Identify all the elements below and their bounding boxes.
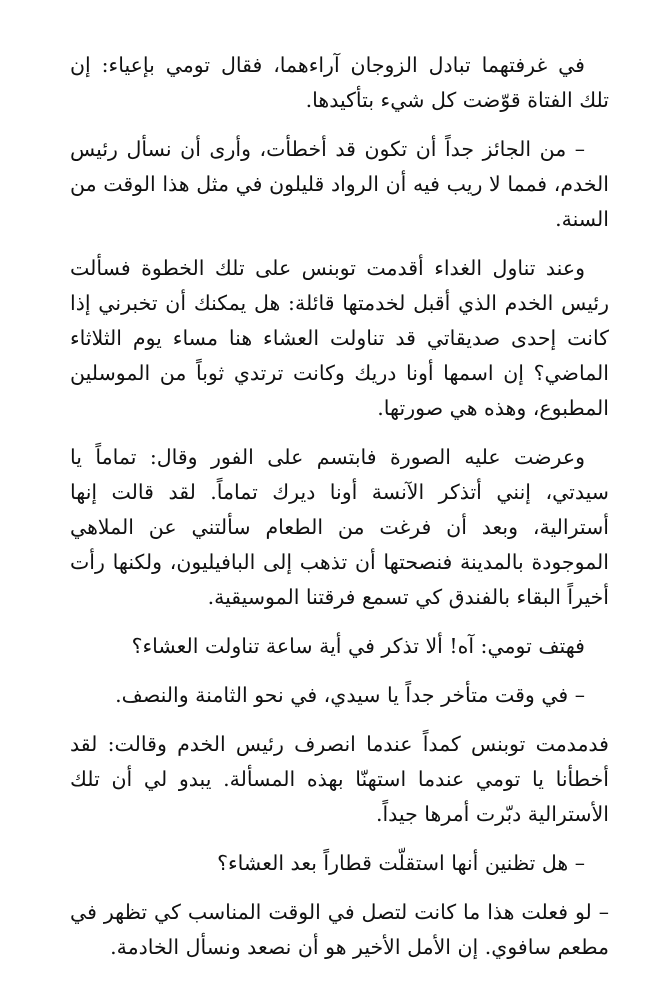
paragraph-4: وعرضت عليه الصورة فابتسم على الفور وقال: تماماً يا سيدتي، إنني أتذكر الآنسة أونا ديرك تماماً. لقد قالت إنها أسترالية، وبعد أن فرغت من الطعام سألتني عن الملاهي الموجودة بالمدينة فنصحتها أن تذهب إلى البافيليون، ولكنها رأت أخيراً البقاء بالفندق كي تسمع فرقتنا الموسيقية. — [70, 445, 609, 609]
paragraph-2: – من الجائز جداً أن تكون قد أخطأت، وأرى أن نسأل رئيس الخدم، فمما لا ريب فيه أن الرواد قليلون في مثل هذا الوقت من السنة. — [70, 137, 609, 231]
paragraph-6: – في وقت متأخر جداً يا سيدي، في نحو الثامنة والنصف. — [115, 683, 585, 707]
paragraph-8: – هل تظنين أنها استقلّت قطاراً بعد العشاء؟ — [217, 851, 585, 875]
paragraph-7: فدمدمت توبنس كمداً عندما انصرف رئيس الخدم وقالت: لقد أخطأنا يا تومي عندما استهنّا بهذه المسألة. يبدو لي أن تلك الأسترالية دبّرت أمرها جيداً. — [70, 732, 609, 826]
paragraph-1: في غرفتهما تبادل الزوجان آراءهما، فقال تومي بإعياء: إن تلك الفتاة قوّضت كل شيء بتأكيدها. — [70, 53, 609, 112]
paragraph-9: – لو فعلت هذا ما كانت لتصل في الوقت المناسب كي تظهر في مطعم سافوي. إن الأمل الأخير هو أن نصعد ونسأل الخادمة. — [70, 900, 609, 959]
paragraph-5: فهتف تومي: آه! ألا تذكر في أية ساعة تناولت العشاء؟ — [131, 634, 585, 658]
paragraph-3: وعند تناول الغداء أقدمت توبنس على تلك الخطوة فسألت رئيس الخدم الذي أقبل لخدمتها قائلة: هل يمكنك أن تخبرني إذا كانت إحدى صديقاتي قد تناولت العشاء هنا مساء يوم الثلاثاء الماضي؟ إن اسمها أونا دريك وكانت ترتدي ثوباً من الموسلين المطبوع، وهذه هي صورتها. — [70, 256, 609, 420]
